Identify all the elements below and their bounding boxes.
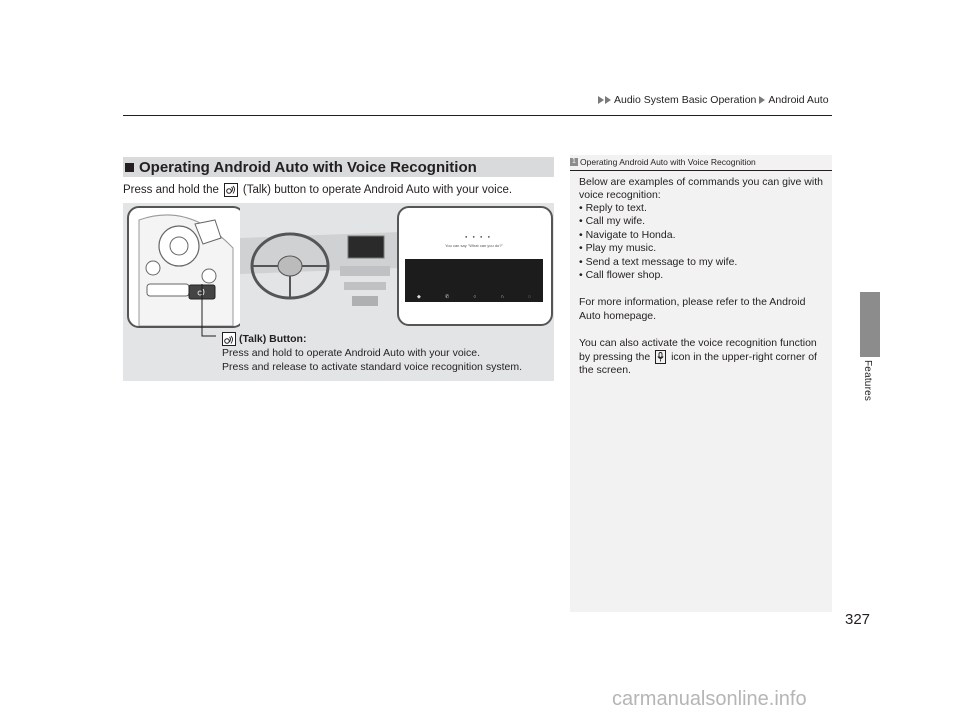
section-heading [123, 157, 554, 177]
android-auto-nav-bar [405, 291, 543, 302]
note-rule [570, 170, 832, 171]
list-item: • Call flower shop. [579, 269, 664, 281]
breadcrumb [598, 94, 829, 106]
list-item: • Call my wife. [579, 215, 646, 227]
section-title: Operating Android Auto with Voice Recognition [139, 158, 477, 176]
note-title: Operating Android Auto with Voice Recognition [580, 157, 756, 167]
callout-line-1: Press and hold to operate Android Auto with your voice. [222, 347, 480, 359]
home-icon[interactable]: ○ [473, 293, 477, 300]
note-extra-2: by pressing the icon in the upper-right corner of [579, 350, 817, 363]
note-heading [570, 157, 756, 167]
note-info-1: For more information, please refer to the Android [579, 296, 806, 308]
intro-before: Press and hold the [123, 184, 219, 196]
list-item: • Navigate to Honda. [579, 229, 676, 241]
breadcrumb-item-1[interactable]: Audio System Basic Operation [614, 94, 757, 106]
note-extra-1: You can also activate the voice recognition function [579, 337, 817, 349]
talk-icon [224, 183, 238, 197]
arrow-icon [759, 96, 765, 104]
note-intro-2: voice recognition: [579, 189, 661, 201]
list-item: • Reply to text. [579, 202, 647, 214]
arrow-icon [598, 96, 604, 104]
intro-text [123, 183, 512, 197]
voice-activity-dots: ● ● ● ● [465, 234, 492, 239]
voice-prompt-text: You can say "What can you do?" [445, 243, 503, 248]
callout-title: (Talk) Button: [239, 333, 307, 345]
watermark: carmanualsonline.info [612, 688, 807, 710]
dashboard-illustration [240, 208, 400, 328]
exit-icon[interactable]: ◌ [527, 293, 531, 300]
talk-icon [222, 332, 236, 346]
callout-line-2: Press and release to activate standard voice recognition system. [222, 361, 522, 373]
arrow-icon [605, 96, 611, 104]
headphones-icon[interactable]: ∩ [500, 293, 504, 300]
note-extra-3: the screen. [579, 364, 631, 376]
list-item: • Send a text message to my wife. [579, 256, 738, 268]
list-item: • Play my music. [579, 242, 657, 254]
header-rule [123, 115, 832, 116]
chapter-label: Features [862, 360, 873, 402]
note-info-2: Auto homepage. [579, 310, 657, 322]
square-bullet-icon [125, 163, 134, 172]
note-number: 1 [570, 158, 578, 166]
intro-after: (Talk) button to operate Android Auto with your voice. [242, 184, 513, 196]
microphone-icon [655, 350, 666, 364]
navigation-icon[interactable]: ◆ [417, 293, 421, 300]
phone-icon[interactable]: ✆ [444, 293, 450, 300]
chapter-tab[interactable] [860, 292, 880, 357]
breadcrumb-item-2[interactable]: Android Auto [768, 94, 829, 106]
steering-controls-illustration [129, 208, 243, 326]
page-number: 327 [845, 611, 871, 628]
steering-switch-zoom [127, 206, 245, 328]
note-intro-1: Below are examples of commands you can give with [579, 176, 823, 188]
callout-leader [196, 284, 216, 342]
